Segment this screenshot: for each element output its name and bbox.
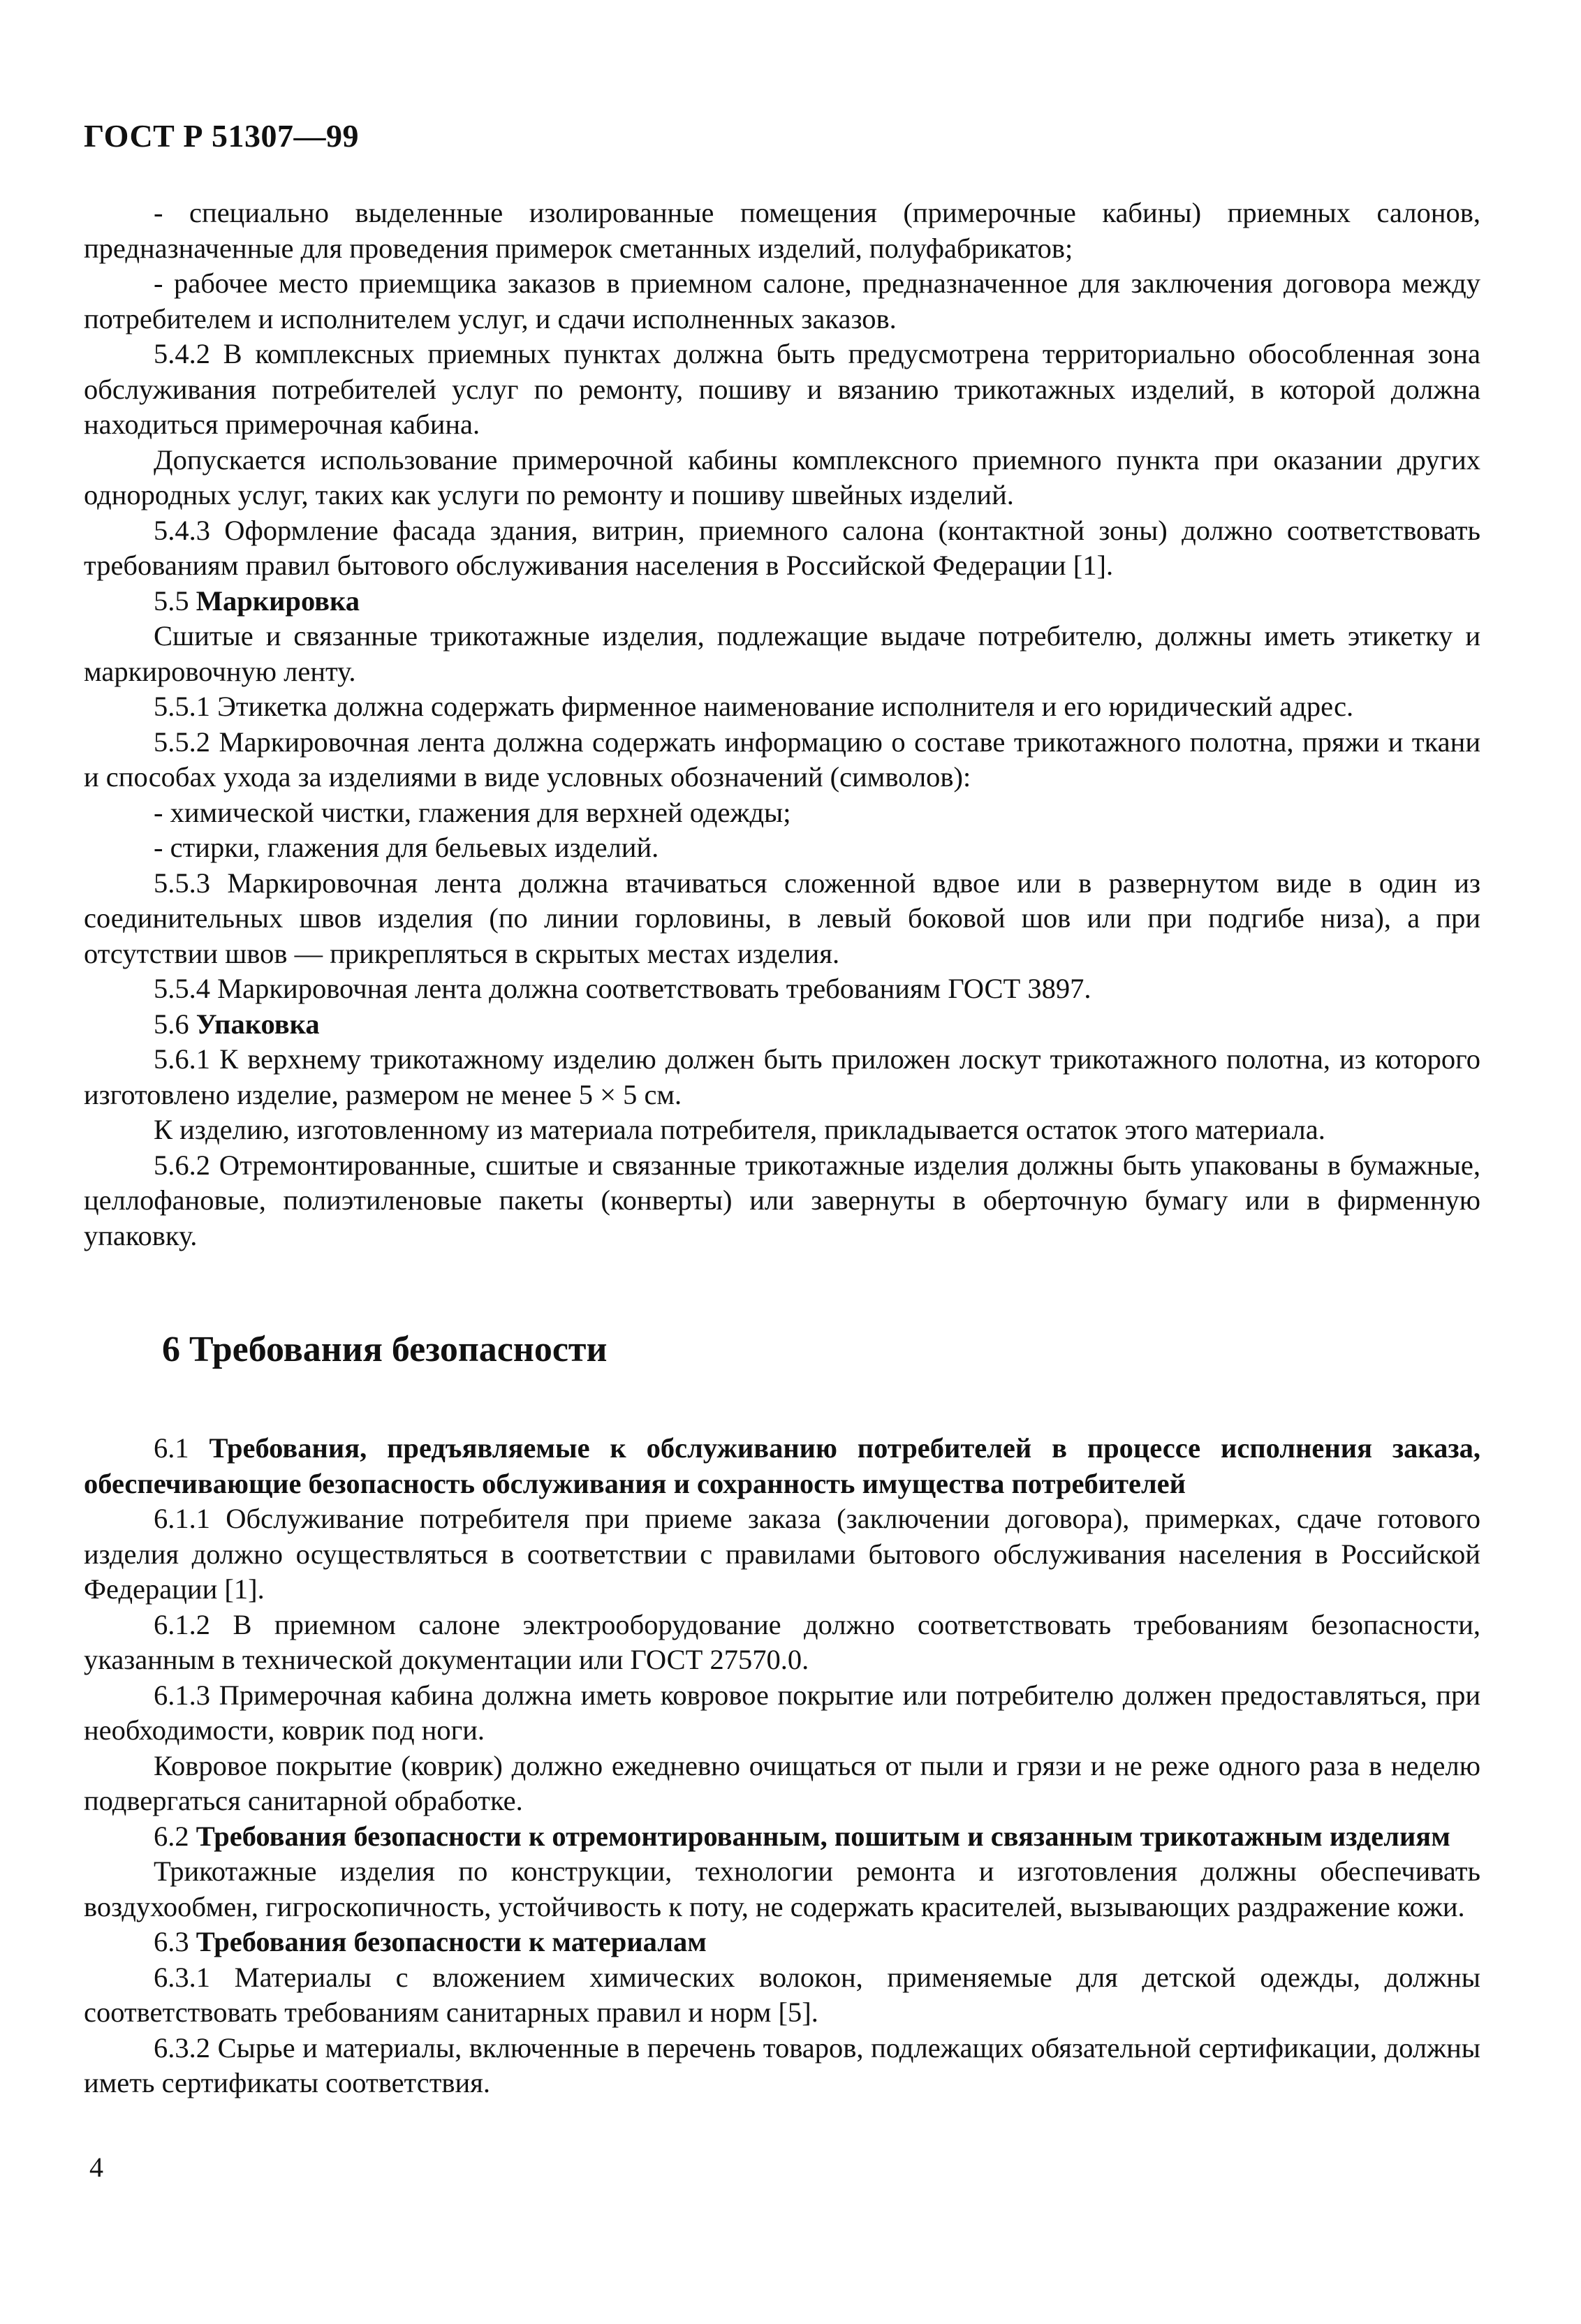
subsection-title: Требования безопасности к отремонтированным, пошитым и связанным трикотажным изделиям xyxy=(196,1820,1450,1852)
paragraph: 6.1.1 Обслуживание потребителя при приеме заказа (заключении договора), примерках, сдаче готового изделия должно осуществляться в соответствии с правилами бытового обслуживания населения в Российской Федерации [1]. xyxy=(84,1503,1480,1605)
paragraph: 5.5.3 Маркировочная лента должна втачиваться сложенной вдвое или в развернутом виде в один из соединительных швов изделия (по линии горловины, в левый боковой шов или при подгибе низа), а при отсутствии швов — прикрепляться в скрытых местах изделия. xyxy=(84,867,1480,969)
subsection-number: 6.3 xyxy=(154,1926,189,1957)
subsection-heading-6-3 xyxy=(84,1925,1480,1960)
document-header: ГОСТ Р 51307—99 xyxy=(84,118,359,154)
paragraph: - рабочее место приемщика заказов в приемном салоне, предназначенное для заключения договора между потребителем и исполнителем услуг, и сдачи исполненных заказов. xyxy=(84,267,1480,334)
page-number: 4 xyxy=(89,2152,103,2183)
paragraph: Ковровое покрытие (коврик) должно ежедневно очищаться от пыли и грязи и не реже одного раза в неделю подвергаться санитарной обработке. xyxy=(84,1749,1480,1816)
paragraph: 5.5.2 Маркировочная лента должна содержать информацию о составе трикотажного полотна, пряжи и ткани и способах ухода за изделиями в виде условных обозначений (символов): xyxy=(84,726,1480,793)
subsection-heading-6-2 xyxy=(84,1819,1480,1855)
paragraph: 5.5.1 Этикетка должна содержать фирменное наименование исполнителя и его юридический адрес. xyxy=(154,691,1354,722)
list-item: - химической чистки, глажения для верхней одежды; xyxy=(154,796,791,828)
paragraph: 6.1.2 В приемном салоне электрооборудование должно соответствовать требованиям безопасности, указанным в технической документации или ГОСТ 27570.0. xyxy=(84,1608,1480,1675)
paragraph: Допускается использование примерочной кабины комплексного приемного пункта при оказании других однородных услуг, таких как услуги по ремонту и пошиву швейных изделий. xyxy=(84,443,1480,510)
subsection-number: 5.6 xyxy=(154,1008,189,1040)
paragraph: - специально выделенные изолированные помещения (примерочные кабины) приемных салонов, предназначенные для проведения примерок сметанных изделий, полуфабрикатов; xyxy=(84,197,1480,264)
subsection-title: Маркировка xyxy=(196,584,360,617)
paragraph: 5.4.2 В комплексных приемных пунктах должна быть предусмотрена территориально обособленная зона обслуживания потребителей услуг по ремонту, пошиву и вязанию трикотажных изделий, в которой должна находиться примерочная кабина. xyxy=(84,338,1480,440)
paragraph: 5.6.2 Отремонтированные, сшитые и связанные трикотажные изделия должны быть упакованы в бумажные, целлофановые, полиэтиленовые пакеты (конверты) или завернуты в оберточную бумагу или в фирменную упаковку. xyxy=(84,1149,1480,1251)
subsection-heading-5-5 xyxy=(84,584,1480,619)
paragraph: 5.6.1 К верхнему трикотажному изделию должен быть приложен лоскут трикотажного полотна, из которого изготовлено изделие, размером не менее 5 × 5 см. xyxy=(84,1043,1480,1110)
subsection-number: 6.1 xyxy=(154,1432,189,1464)
paragraph: 5.5.4 Маркировочная лента должна соответствовать требованиям ГОСТ 3897. xyxy=(154,973,1091,1004)
paragraph: Трикотажные изделия по конструкции, технологии ремонта и изготовления должны обеспечивать воздухообмен, гигроскопичность, устойчивость к поту, не содержать красителей, вызывающих раздражение кожи. xyxy=(84,1855,1480,1922)
paragraph: К изделию, изготовленному из материала потребителя, прикладывается остаток этого материала. xyxy=(154,1114,1325,1145)
subsection-title: Упаковка xyxy=(196,1008,320,1040)
subsection-title: Требования безопасности к материалам xyxy=(196,1926,707,1957)
paragraph: 5.4.3 Оформление фасада здания, витрин, приемного салона (контактной зоны) должно соответствовать требованиям правил бытового обслуживания населения в Российской Федерации [1]. xyxy=(84,514,1480,581)
subsection-number: 6.2 xyxy=(154,1820,189,1852)
paragraph: 6.1.3 Примерочная кабина должна иметь ковровое покрытие или потребителю должен предоставляться, при необходимости, коврик под ноги. xyxy=(84,1679,1480,1746)
list-item: - стирки, глажения для бельевых изделий. xyxy=(154,832,659,863)
subsection-heading-6-1 xyxy=(84,1431,1480,1501)
document-body xyxy=(84,196,1480,2101)
subsection-number: 5.5 xyxy=(154,584,189,617)
paragraph: 6.3.2 Сырье и материалы, включенные в перечень товаров, подлежащих обязательной сертификации, должны иметь сертификаты соответствия. xyxy=(84,2031,1480,2098)
subsection-title: Требования, предъявляемые к обслуживанию потребителей в процессе исполнения заказа, обеспечивающие безопасность обслуживания и сохранность имущества потребителей xyxy=(84,1432,1480,1499)
paragraph: 6.3.1 Материалы с вложением химических волокон, применяемые для детской одежды, должны соответствовать требованиям санитарных правил и норм [5]. xyxy=(84,1961,1480,2028)
section-title: 6 Требования безопасности xyxy=(162,1330,608,1369)
subsection-heading-5-6 xyxy=(84,1007,1480,1043)
paragraph: Сшитые и связанные трикотажные изделия, подлежащие выдаче потребителю, должны иметь этикетку и маркировочную ленту. xyxy=(84,620,1480,687)
